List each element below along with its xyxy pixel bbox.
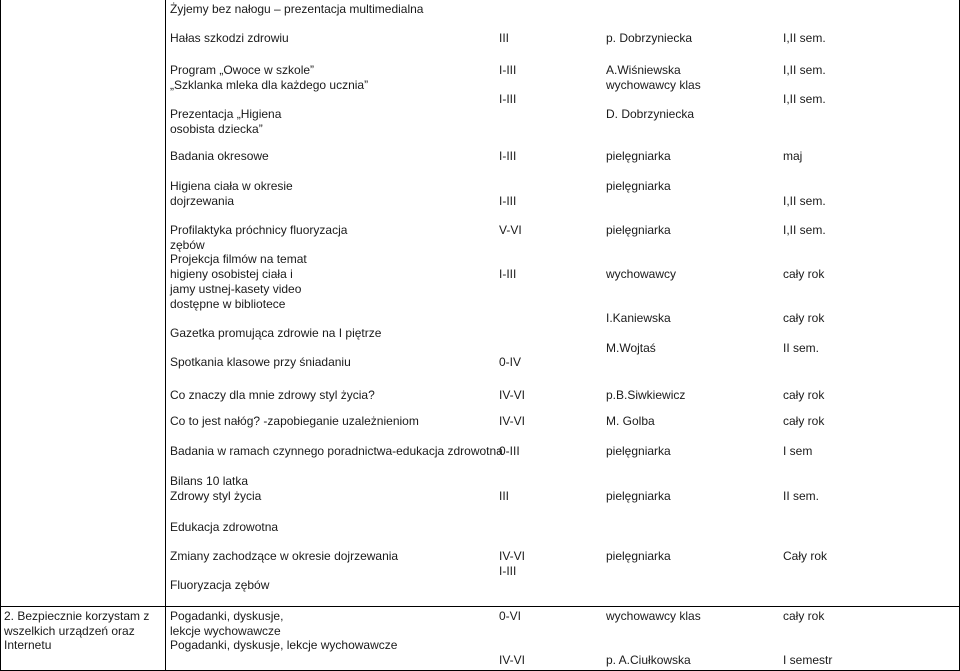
cell-person: p. Dobrzyniecka <box>606 31 693 46</box>
cell-term: cały rok <box>783 267 825 282</box>
cell-grade: III <box>499 488 510 503</box>
cell-person: pielęgniarka <box>606 179 671 193</box>
section-title: Internetu <box>4 638 52 653</box>
cell-topic: Hałas szkodzi zdrowiu <box>170 31 289 46</box>
cell-term: I semestr <box>783 653 833 668</box>
cell-grade: 0-III <box>499 444 520 458</box>
cell-person: M. Golba <box>606 414 655 428</box>
cell-person: pielęgniarka <box>606 488 671 503</box>
cell-person: wychowawcy klas <box>606 609 701 623</box>
cell-term: I sem <box>783 444 813 458</box>
cell-grade: IV-VI <box>499 388 526 402</box>
cell-topic: Pogadanki, dyskusje, <box>170 609 284 623</box>
cell-term: cały rok <box>783 609 825 623</box>
cell-term: I,II sem. <box>783 63 826 77</box>
cell-topic: Badania okresowe <box>170 149 269 163</box>
cell-topic: Projekcja filmów na temat <box>170 252 307 267</box>
cell-topic: Program „Owoce w szkole” <box>170 63 315 77</box>
cell-term: maj <box>783 149 803 163</box>
cell-topic: Bilans 10 latka <box>170 474 249 488</box>
cell-term: II sem. <box>783 340 820 355</box>
cell-person: A.Wiśniewska <box>606 63 681 77</box>
cell-topic: jamy ustnej-kasety video <box>170 281 302 296</box>
cell-grade: V-VI <box>499 223 522 237</box>
cell-person: wychowawcy klas <box>606 77 701 92</box>
cell-person: pielęgniarka <box>606 549 671 563</box>
cell-topic: Pogadanki, dyskusje, lekcje wychowawcze <box>170 638 398 653</box>
cell-grade: III <box>499 31 510 46</box>
section-title: wszelkich urządzeń oraz <box>4 623 135 638</box>
cell-topic: lekcje wychowawcze <box>170 623 281 638</box>
cell-topic: Badania w ramach czynnego poradnictwa-edukacja zdrowotna <box>170 444 503 458</box>
cell-person: I.Kaniewska <box>606 311 671 326</box>
cell-term: I,II sem. <box>783 193 826 208</box>
cell-person: D. Dobrzyniecka <box>606 107 695 122</box>
cell-topic: higieny osobistej ciała i <box>170 267 293 282</box>
cell-grade: 0-VI <box>499 609 522 623</box>
cell-person: wychowawcy <box>606 267 677 282</box>
cell-topic: Higiena ciała w okresie <box>170 179 293 193</box>
section-title: 2. Bezpiecznie korzystam z <box>4 609 150 623</box>
cell-term: I,II sem. <box>783 223 826 237</box>
cell-topic: Profilaktyka próchnicy fluoryzacja <box>170 223 348 237</box>
cell-grade: I-III <box>499 63 517 77</box>
cell-person: p. A.Ciułkowska <box>606 653 691 668</box>
cell-topic: Spotkania klasowe przy śniadaniu <box>170 355 351 370</box>
cell-term: I,II sem. <box>783 31 826 46</box>
cell-topic: zębów <box>170 237 205 252</box>
cell-term: II sem. <box>783 488 820 503</box>
cell-topic: Gazetka promująca zdrowie na I piętrze <box>170 325 382 340</box>
cell-topic: Żyjemy bez nałogu – prezentacja multimedialna <box>170 2 424 16</box>
cell-term: cały rok <box>783 311 825 326</box>
cell-topic: „Szklanka mleka dla każdego ucznia” <box>170 77 369 92</box>
cell-person: pielęgniarka <box>606 444 671 458</box>
column-border <box>165 0 166 671</box>
cell-grade: I-III <box>499 193 517 208</box>
cell-topic: Zmiany zachodzące w okresie dojrzewania <box>170 549 399 563</box>
cell-term: Cały rok <box>783 549 828 563</box>
cell-term: I,II sem. <box>783 92 826 107</box>
cell-person: pielęgniarka <box>606 149 671 163</box>
cell-topic: osobista dziecka” <box>170 121 263 136</box>
cell-grade: I-III <box>499 149 517 163</box>
cell-topic: Edukacja zdrowotna <box>170 520 279 534</box>
cell-person: pielęgniarka <box>606 223 671 237</box>
cell-term: cały rok <box>783 388 825 402</box>
cell-topic: Zdrowy styl życia <box>170 488 262 503</box>
cell-topic: Prezentacja „Higiena <box>170 107 282 122</box>
cell-topic: dojrzewania <box>170 193 235 208</box>
cell-topic: Co znaczy dla mnie zdrowy styl życia? <box>170 388 375 402</box>
cell-grade: IV-VI <box>499 653 526 668</box>
column-border <box>0 0 1 671</box>
cell-term: cały rok <box>783 414 825 428</box>
cell-topic: Co to jest nałóg? -zapobieganie uzależnieniom <box>170 414 419 428</box>
cell-topic: Fluoryzacja zębów <box>170 578 270 593</box>
cell-grade: I-III <box>499 267 517 282</box>
cell-person: M.Wojtaś <box>606 340 656 355</box>
cell-grade: 0-IV <box>499 355 522 370</box>
cell-grade: IV-VI <box>499 414 526 428</box>
cell-person: p.B.Siwkiewicz <box>606 388 686 402</box>
cell-grade: I-III <box>499 563 517 578</box>
cell-grade: I-III <box>499 92 517 107</box>
cell-topic: dostępne w bibliotece <box>170 296 286 311</box>
row-border <box>0 606 960 607</box>
cell-grade: IV-VI <box>499 549 526 563</box>
